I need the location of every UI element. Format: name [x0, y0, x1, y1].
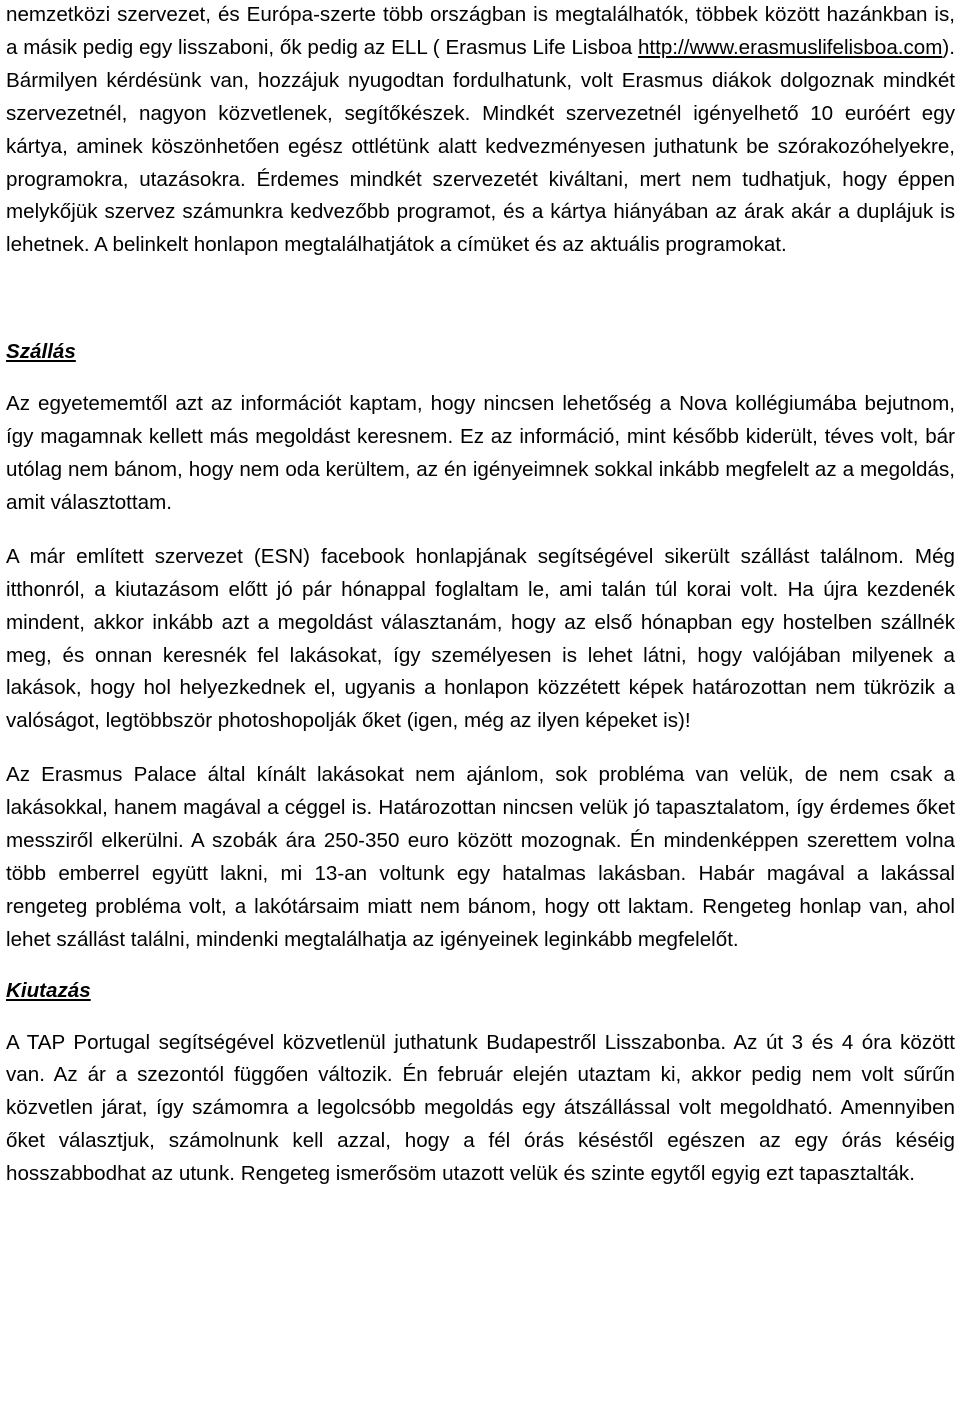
- szallas-paragraph-3: Az Erasmus Palace által kínált lakásokat nem ajánlom, sok probléma van velük, de nem csak a lakásokkal, hanem magával a céggel is. Határozottan nincsen velük jó tapasztalatom, így érdemes őket messziről elkerülni. A szobák ára 250-350 euro között mozognak. Én mindenképpen szerettem volna több emberrel együtt lakni, mi 13-an voltunk egy hatalmas lakásban. Habár magával a lakással rengeteg probléma volt, a lakótársaim miatt nem bánom, hogy ott laktam. Rengeteg honlap van, ahol lehet szállást találni, mindenki megtalálhatja az igényeinek leginkább megfelelőt.: [6, 763, 955, 951]
- document-page: [6, 0, 955, 1191]
- szallas-paragraph-2: A már említett szervezet (ESN) facebook honlapjának segítségével sikerült szállást találnom. Még itthonról, a kiutazásom előtt jó pár hónappal foglaltam le, ami talán túl korai volt. Ha újra kezdenék mindent, akkor inkább azt a megoldást választanám, hogy az első hónapban egy hostelben szállnék meg, és onnan keresnék fel lakásokat, így személyesen is lehet látni, hogy valójában milyenek a lakások, hogy hol helyezkednek el, ugyanis a honlapon közzétett képek határozottan nem tükrözik a valóságot, legtöbbször photoshopolják őket (igen, még az ilyen képeket is)!: [6, 544, 955, 733]
- intro-paragraph: [6, 0, 955, 262]
- intro-text-1: nemzetközi szervezet, és Európa-szerte több országban is megtalálhatók, többek között hazánkban is, a másik pedig egy lisszaboni, ők pedig az ELL ( Erasmus Life Lisboa: [6, 3, 955, 59]
- kiutazas-paragraph-1: A TAP Portugal segítségével közvetlenül juthatunk Budapestről Lisszabonba. Az út 3 és 4 óra között van. Az ár a szezontól függően változik. Én február elején utaztam ki, akkor pedig nem volt sűrűn közvetlen járat, így számomra a legolcsóbb megoldás egy átszállással volt megoldható. Amennyiben őket választjuk, számolnunk kell azzal, hogy a fél órás késéstől egészen az egy órás késéig hosszabbodhat az utunk. Rengeteg ismerősöm utazott velük és szinte egytől egyig ezt tapasztalták.: [6, 1030, 955, 1186]
- erasmus-life-lisboa-link[interactable]: http://www.erasmuslifelisboa.com: [637, 35, 943, 59]
- szallas-paragraph-1: Az egyetememtől azt az információt kaptam, hogy nincsen lehetőség a Nova kollégiumába bejutnom, így magamnak kellett más megoldást keresnem. Ez az információ, mint később kiderült, téves volt, bár utólag nem bánom, hogy nem oda kerültem, az én igényeimnek sokkal inkább megfelelt az a megoldás, amit választottam.: [6, 392, 955, 514]
- intro-text-2: ). Bármilyen kérdésünk van, hozzájuk nyugodtan fordulhatunk, volt Erasmus diákok dolgoznak mindkét szervezetnél, nagyon közvetlenek, segítőkészek. Mindkét szervezetnél igényelhető 10 euróért egy kártya, aminek köszönhetően egész ottlétünk alatt kedvezményesen juthatunk be szórakozóhelyekre, programokra, utazásokra. Érdemes mindkét szervezetét kiváltani, mert nem tudhatjuk, hogy éppen melykőjük szervez számunkra kedvezőbb programot, és a kártya hiányában az árak akár a duplájuk is lehetnek. A belinkelt honlapon megtalálhatjátok a címüket és az aktuális programokat.: [6, 35, 955, 257]
- section-heading-kiutazas: Kiutazás: [6, 978, 91, 1002]
- section-heading-szallas: Szállás: [6, 340, 76, 364]
